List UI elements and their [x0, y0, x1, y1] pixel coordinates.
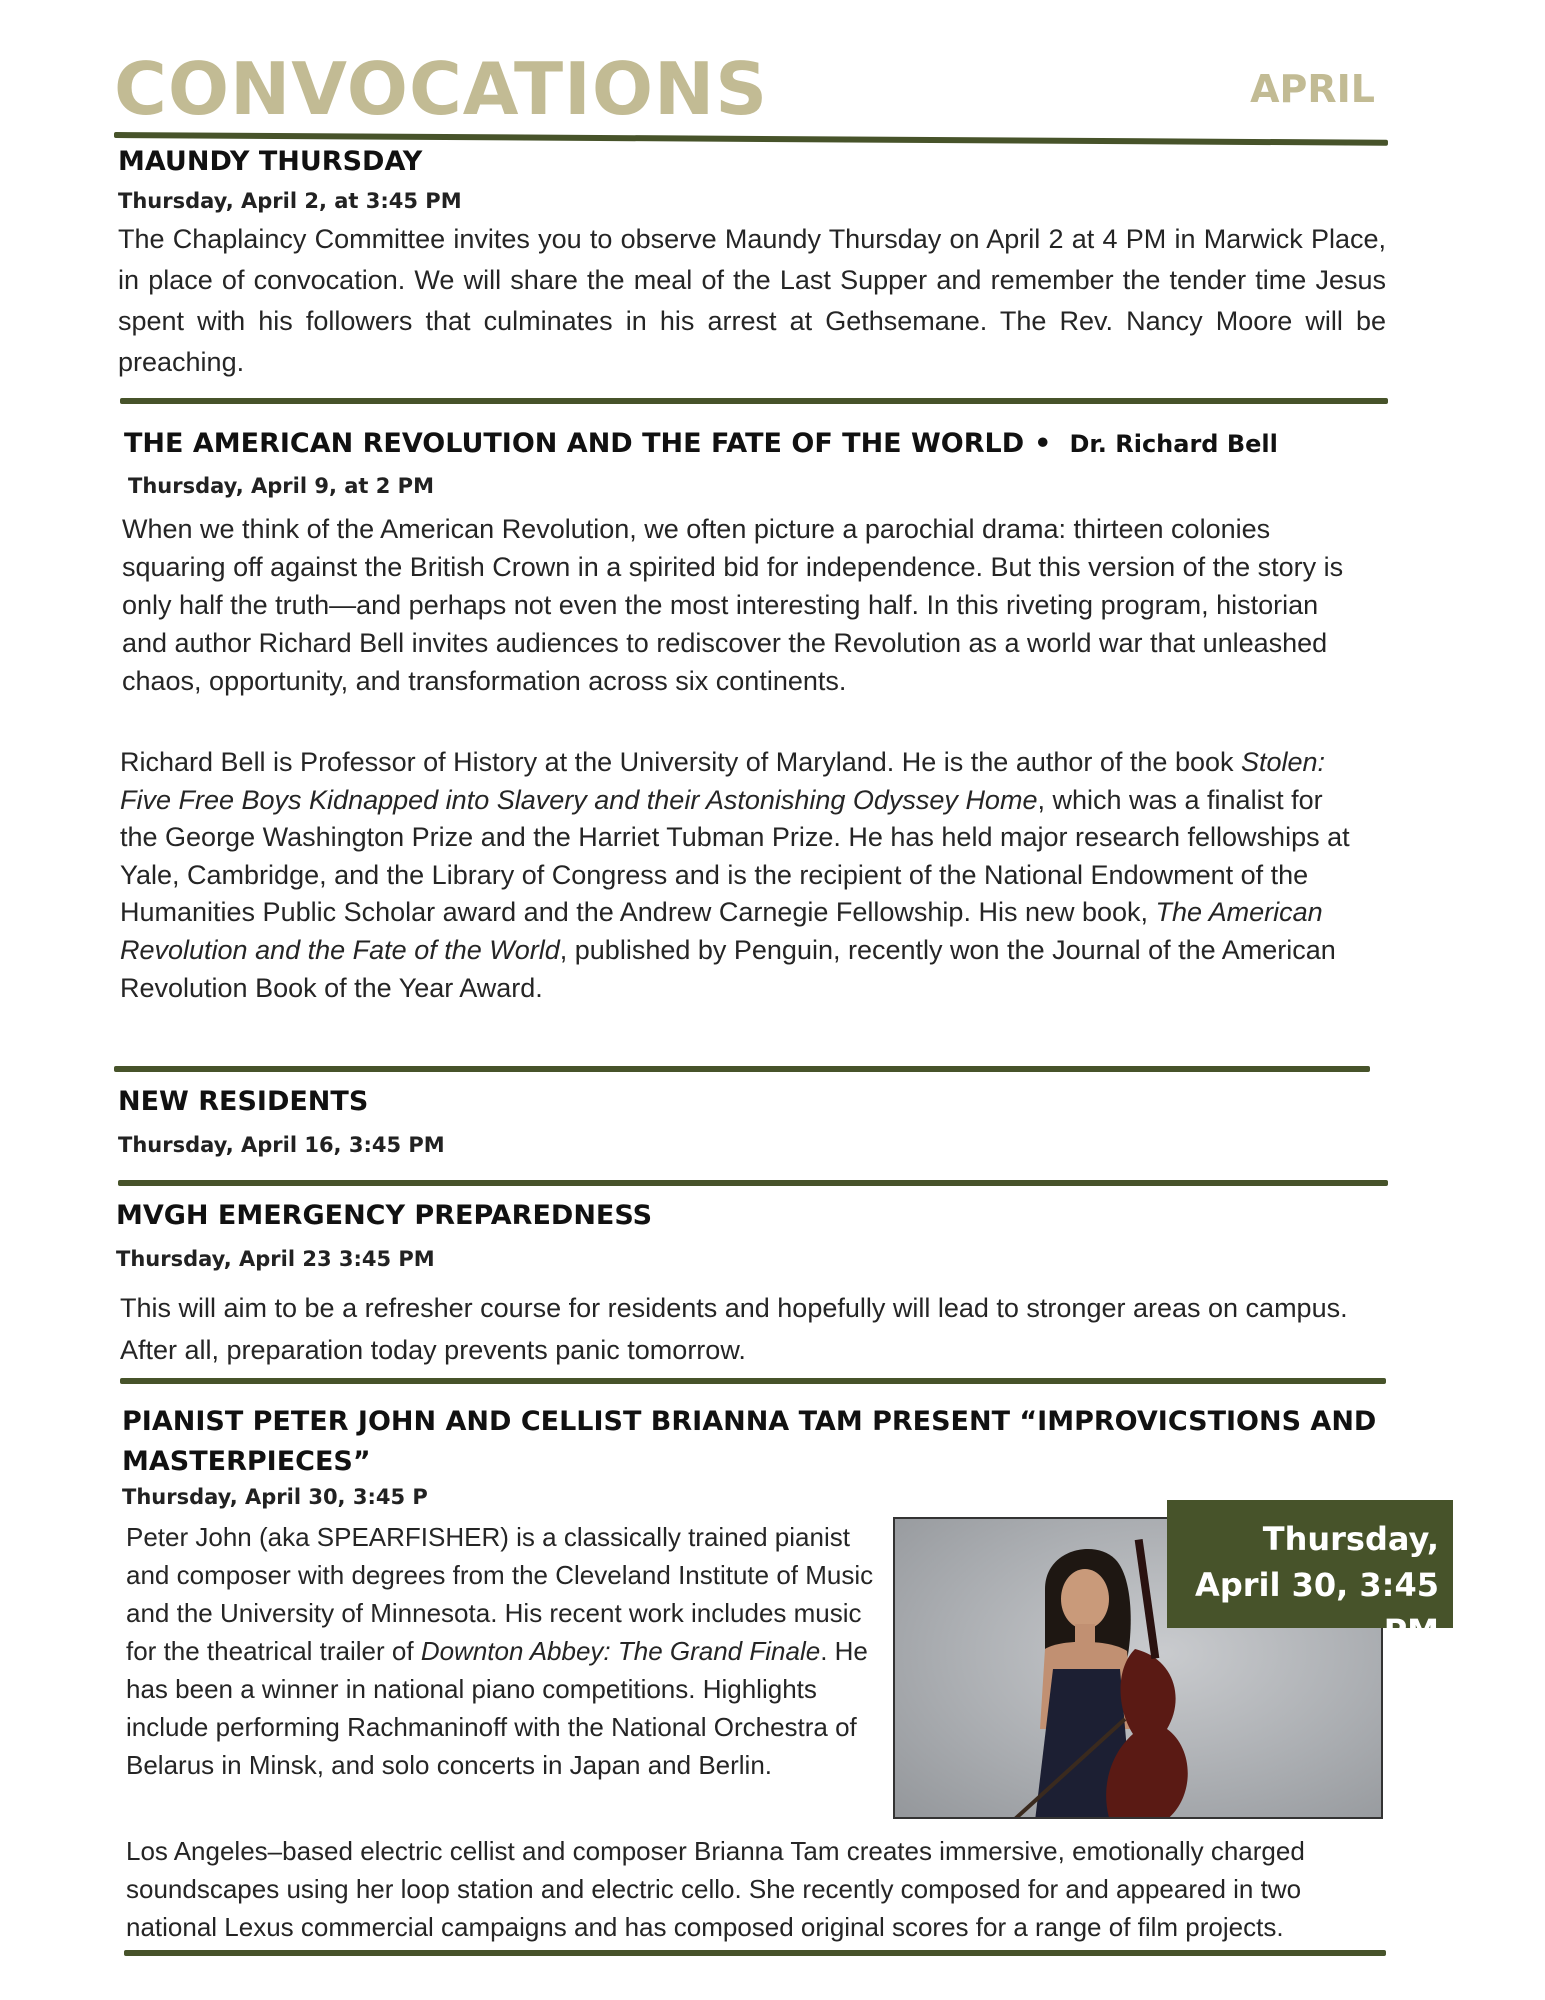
event-date: Thursday, April 2, at 3:45 PM	[118, 189, 462, 213]
book-title: The American Revolution and the Fate of the World	[120, 897, 1323, 965]
divider	[118, 1180, 1388, 1186]
divider	[120, 1378, 1386, 1384]
bio-text: Richard Bell is Professor of History at the University of Maryland. He is the author of the book	[120, 747, 1241, 777]
event-description: The Chaplaincy Committee invites you to observe Maundy Thursday on April 2 at 4 PM in Marwick Place, in place of convocation. We will share the meal of the Last Supper and remember the tender time Jesus spent with his followers that culminates in his arrest at Gethsemane. The Rev. Nancy Moore will be preaching.	[118, 224, 1386, 377]
title-separator: •	[1034, 428, 1052, 459]
event-title: PIANIST PETER JOHN AND CELLIST BRIANNA TAM PRESENT “IMPROVICSTIONS AND MASTERPIECES”	[122, 1406, 1377, 1477]
date-badge: Thursday, April 30, 3:45 PM	[1167, 1500, 1453, 1628]
bio-text: , which was a finalist for the George Washington Prize and the Harriet Tubman Prize. He has held major research fellowships at Yale, Cambridge, and the Library of Congress and is the recipient of the National Endowment of the Humanities Public Scholar award and the Andrew Carnegie Fellowship. His new book,	[120, 784, 1350, 928]
divider	[120, 398, 1388, 404]
event-date: Thursday, April 23 3:45 PM	[116, 1247, 435, 1271]
performer-bio	[126, 1518, 888, 1784]
speaker-name: Dr. Richard Bell	[1069, 430, 1278, 458]
divider	[114, 1066, 1370, 1072]
month-label: APRIL	[1250, 67, 1375, 111]
speaker-bio	[120, 744, 1365, 1007]
book-title: Stolen: Five Free Boys Kidnapped into Slavery and their Astonishing Odyssey Home	[120, 747, 1326, 815]
event-date: Thursday, April 30, 3:45 P	[122, 1485, 428, 1509]
divider	[124, 1950, 1386, 1956]
bio-text: . He has been a winner in national piano competitions. Highlights include performing Rachmaninoff with the National Orchestra of Belarus in Minsk, and solo concerts in Japan and Berlin.	[126, 1636, 868, 1780]
event-description: This will aim to be a refresher course for residents and hopefully will lead to stronger areas on campus. After all, preparation today prevents panic tomorrow.	[120, 1293, 1348, 1365]
performer-bio: Los Angeles–based electric cellist and composer Brianna Tam creates immersive, emotionally charged soundscapes using her loop station and electric cello. She recently composed for and appeared in two national Lexus commercial campaigns and has composed original scores for a range of film projects.	[126, 1836, 1305, 1942]
event-date: Thursday, April 16, 3:45 PM	[118, 1133, 445, 1157]
event-title: THE AMERICAN REVOLUTION AND THE FATE OF THE WORLD	[124, 428, 1025, 459]
event-title-line	[124, 426, 1278, 462]
page-title: CONVOCATIONS	[114, 47, 769, 131]
bio-text: , published by Penguin, recently won the Journal of the American Revolution Book of the Year Award.	[120, 934, 1336, 1003]
event-title: MVGH EMERGENCY PREPAREDNESS	[116, 1200, 653, 1231]
event-title: MAUNDY THURSDAY	[118, 146, 423, 177]
bio-text: Peter John (aka SPEARFISHER) is a classically trained pianist and composer with degrees from the Cleveland Institute of Music and the University of Minnesota. His recent work includes music for the theatrical trailer of	[126, 1522, 874, 1666]
event-date: Thursday, April 9, at 2 PM	[128, 474, 434, 498]
event-title: NEW RESIDENTS	[118, 1086, 369, 1117]
event-description: When we think of the American Revolution, we often picture a parochial drama: thirteen colonies squaring off against the British Crown in a spirited bid for independence. But this version of the story is only half the truth—and perhaps not even the most interesting half. In this riveting program, historian and author Richard Bell invites audiences to rediscover the Revolution as a world war that unleashed chaos, opportunity, and transformation across six continents.	[122, 514, 1344, 696]
film-title: Downton Abbey: The Grand Finale	[420, 1636, 821, 1666]
